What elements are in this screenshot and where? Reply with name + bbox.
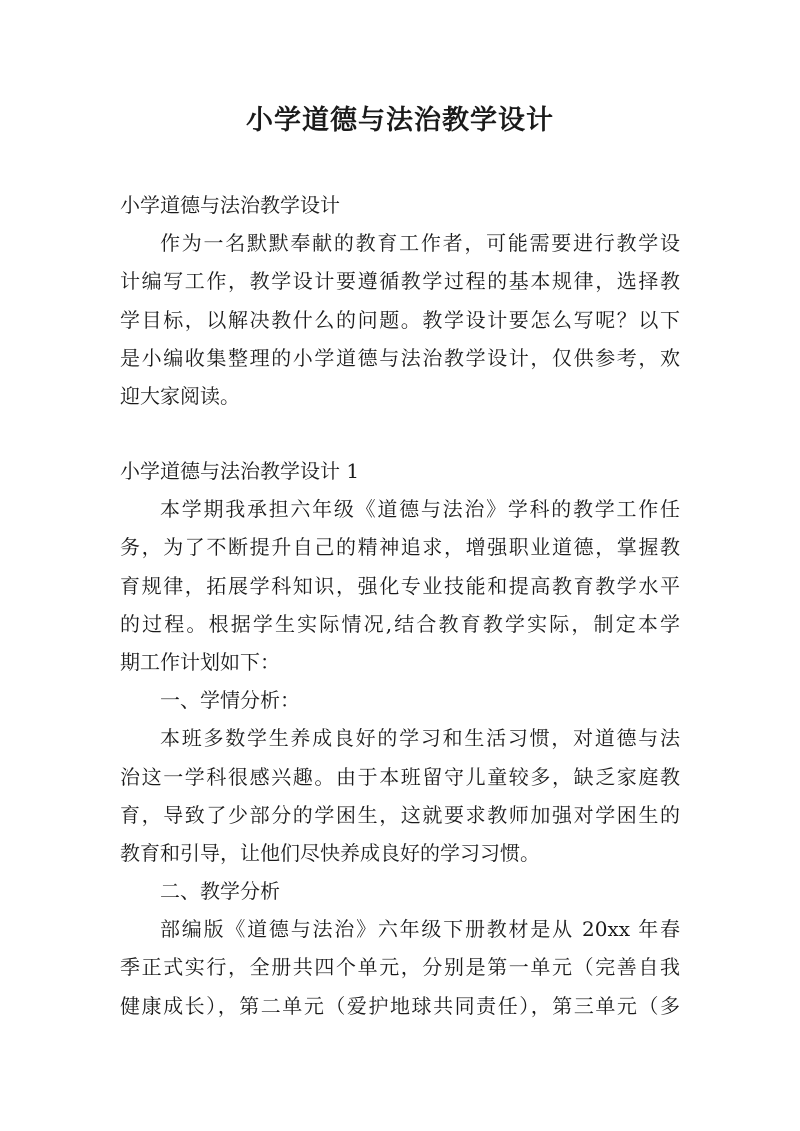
paragraph-line: 本班多数学生养成良好的学习和生活习惯，对道德与法	[160, 726, 680, 751]
intro-paragraph-line: 作为一名默默奉献的教育工作者，可能需要进行教学设	[160, 231, 680, 256]
section-1-heading: 小学道德与法治教学设计 1	[120, 459, 360, 483]
intro-section	[120, 186, 680, 415]
paragraph-line: 育规律，拓展学科知识，强化专业技能和提高教育教学水平	[120, 573, 680, 598]
paragraph-line: 教育和引导，让他们尽快养成良好的学习习惯。	[120, 840, 540, 865]
paragraph-line: 治这一学科很感兴趣。由于本班留守儿童较多，缺乏家庭教	[120, 764, 680, 789]
section-1	[120, 452, 680, 1025]
paragraph-line: 本学期我承担六年级《道德与法治》学科的教学工作任	[160, 497, 680, 522]
paragraph-line: 健康成长），第二单元（爱护地球共同责任），第三单元（多	[120, 993, 680, 1018]
paragraph-line: 的过程。根据学生实际情况,结合教育教学实际，制定本学	[120, 611, 680, 636]
paragraph-line: 部编版《道德与法治》六年级下册教材是从 20xx 年春	[160, 917, 680, 942]
intro-paragraph-line: 计编写工作，教学设计要遵循教学过程的基本规律，选择教	[120, 269, 680, 294]
document-title: 小学道德与法治教学设计	[246, 105, 554, 136]
intro-heading: 小学道德与法治教学设计	[120, 193, 340, 217]
intro-paragraph-line: 是小编收集整理的小学道德与法治教学设计，仅供参考，欢	[120, 345, 680, 370]
subheading-teaching-analysis: 二、教学分析	[160, 879, 280, 904]
intro-paragraph-line: 迎大家阅读。	[120, 383, 240, 408]
subheading-student-analysis: 一、学情分析：	[160, 688, 300, 713]
paragraph-line: 育，导致了少部分的学困生，这就要求教师加强对学困生的	[120, 802, 680, 827]
intro-paragraph-line: 学目标，以解决教什么的问题。教学设计要怎么写呢？以下	[120, 307, 680, 332]
paragraph-line: 务，为了不断提升自己的精神追求，增强职业道德，掌握教	[120, 535, 680, 560]
paragraph-line: 季正式实行，全册共四个单元，分别是第一单元（完善自我	[120, 955, 680, 980]
paragraph-line: 期工作计划如下：	[120, 649, 280, 674]
